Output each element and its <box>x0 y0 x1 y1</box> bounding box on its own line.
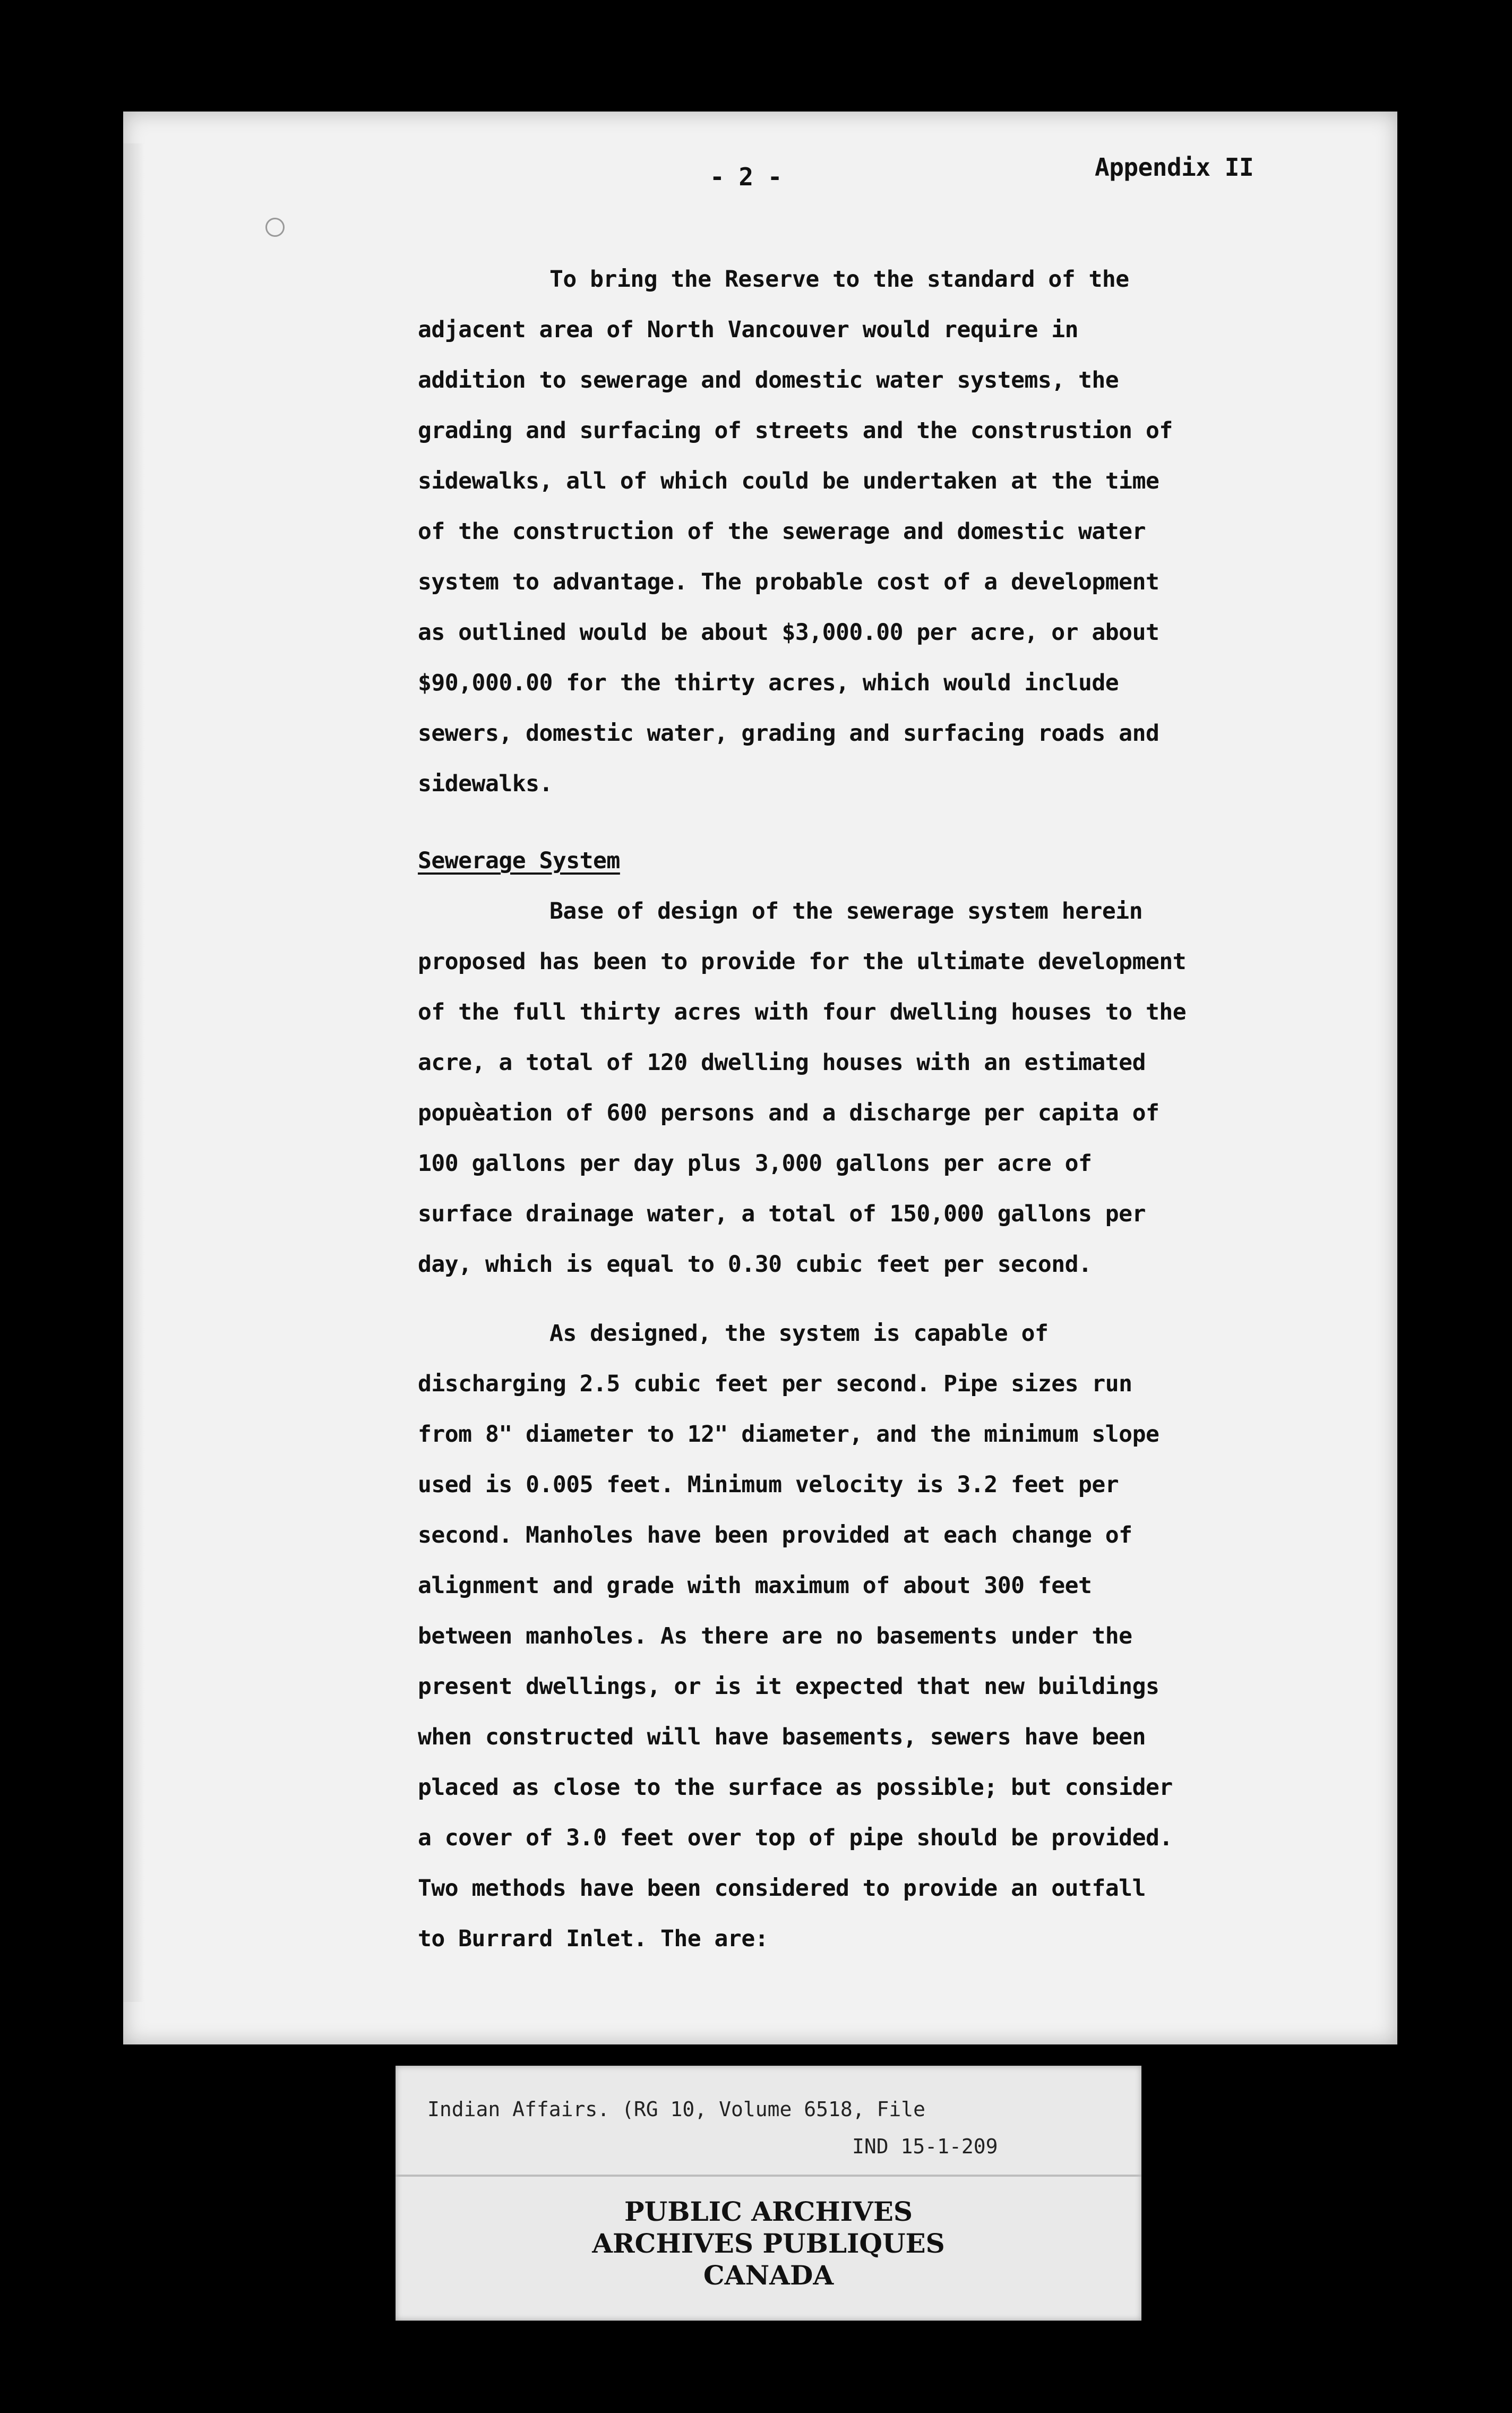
paragraph-3-line: used is 0.005 feet. Minimum velocity is 3.2 feet per <box>418 1471 1119 1498</box>
paragraph-2-line: popuèation of 600 persons and a discharge per capita of <box>418 1100 1159 1126</box>
paragraph-2-line: surface drainage water, a total of 150,000 gallons per <box>418 1201 1146 1227</box>
label-divider <box>396 2175 1141 2177</box>
section-heading: Sewerage System <box>418 848 620 874</box>
paragraph-3-line: second. Manholes have been provided at each change of <box>418 1522 1132 1548</box>
paragraph-1-line: To bring the Reserve to the standard of the <box>549 266 1129 293</box>
paragraph-3-line: As designed, the system is capable of <box>549 1320 1049 1347</box>
paragraph-2-line: day, which is equal to 0.30 cubic feet per second. <box>418 1251 1092 1278</box>
archive-stamp-english: PUBLIC ARCHIVES <box>624 2196 913 2227</box>
document-page <box>123 112 1397 2044</box>
paragraph-3-line: when constructed will have basements, sewers have been <box>418 1724 1146 1750</box>
paragraph-3-line: placed as close to the surface as possible; but consider <box>418 1774 1173 1801</box>
paragraph-1-line: system to advantage. The probable cost of a development <box>418 569 1159 595</box>
archive-stamp-french: ARCHIVES PUBLIQUES <box>592 2228 945 2259</box>
paragraph-3-line: Two methods have been considered to provide an outfall <box>418 1875 1146 1902</box>
archive-label-card <box>396 2066 1141 2321</box>
paragraph-1-line: sidewalks, all of which could be undertaken at the time <box>418 468 1159 494</box>
paragraph-3-line: present dwellings, or is it expected that new buildings <box>418 1673 1159 1700</box>
paragraph-2-line: acre, a total of 120 dwelling houses with an estimated <box>418 1049 1146 1076</box>
paragraph-1-line: as outlined would be about $3,000.00 per acre, or about <box>418 619 1159 646</box>
appendix-label: Appendix II <box>1095 153 1254 182</box>
archive-file-number: IND 15-1-209 <box>852 2135 998 2158</box>
paragraph-1-line: sewers, domestic water, grading and surfacing roads and <box>418 720 1159 747</box>
paragraph-2-line: proposed has been to provide for the ultimate development <box>418 948 1187 975</box>
paragraph-2-line: of the full thirty acres with four dwelling houses to the <box>418 999 1187 1025</box>
paragraph-3-line: discharging 2.5 cubic feet per second. Pipe sizes run <box>418 1371 1132 1397</box>
paragraph-3-line: from 8" diameter to 12" diameter, and the minimum slope <box>418 1421 1159 1448</box>
paragraph-1-line: grading and surfacing of streets and the construstion of <box>418 417 1173 444</box>
archive-citation: Indian Affairs. (RG 10, Volume 6518, File <box>427 2098 925 2121</box>
archive-stamp-country: CANADA <box>703 2260 834 2291</box>
paper-speck <box>265 218 285 237</box>
page-number: - 2 - <box>710 162 782 191</box>
paragraph-3-line: a cover of 3.0 feet over top of pipe should be provided. <box>418 1825 1173 1851</box>
paragraph-2-line: Base of design of the sewerage system herein <box>549 898 1143 925</box>
paragraph-1-line: $90,000.00 for the thirty acres, which would include <box>418 670 1119 696</box>
paragraph-1-line: adjacent area of North Vancouver would require in <box>418 316 1079 343</box>
paragraph-1-line: sidewalks. <box>418 771 553 797</box>
paragraph-1-line: addition to sewerage and domestic water systems, the <box>418 367 1119 393</box>
paragraph-2-line: 100 gallons per day plus 3,000 gallons per acre of <box>418 1150 1092 1177</box>
paragraph-3-line: to Burrard Inlet. The are: <box>418 1926 769 1952</box>
paragraph-3-line: alignment and grade with maximum of about 300 feet <box>418 1572 1092 1599</box>
paragraph-1-line: of the construction of the sewerage and domestic water <box>418 518 1146 545</box>
paragraph-3-line: between manholes. As there are no basements under the <box>418 1623 1132 1649</box>
